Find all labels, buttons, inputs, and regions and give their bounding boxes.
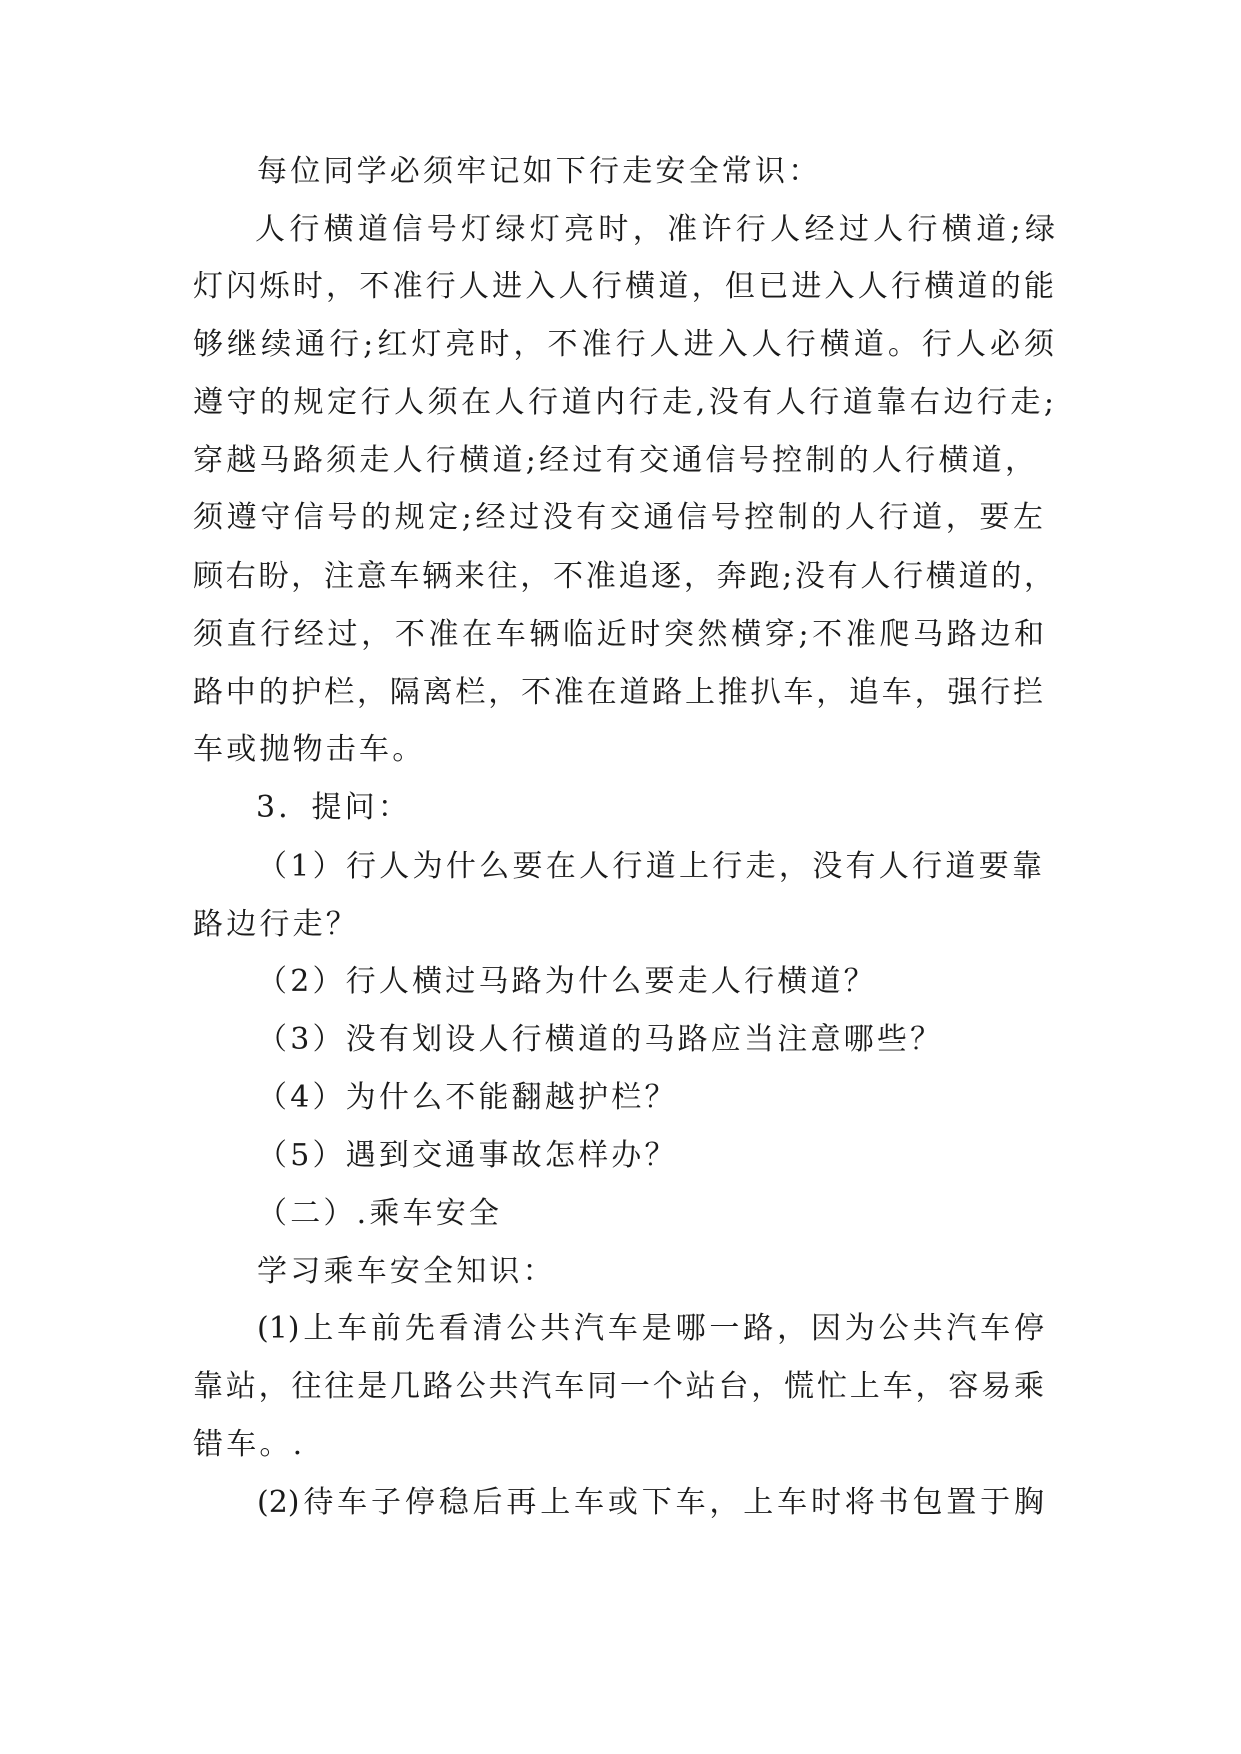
- text-line: 灯闪烁时，不准行人进入人行横道，但已进入人行横道的能: [193, 269, 1054, 304]
- text-line: 人行横道信号灯绿灯亮时，准许行人经过人行横道;绿: [255, 212, 1055, 247]
- text-line: （2）行人横过马路为什么要走人行横道？: [257, 964, 877, 999]
- text-line: 错车。.: [193, 1427, 306, 1462]
- text-line: (2)待车子停稳后再上车或下车，上车时将书包置于胸: [257, 1485, 1044, 1520]
- text-line: 须遵守信号的规定;经过没有交通信号控制的人行道，要左: [193, 500, 1043, 535]
- text-line: （二）.乘车安全: [257, 1196, 503, 1231]
- text-line: 3．提问：: [256, 790, 412, 825]
- text-line: 车或抛物击车。: [193, 732, 426, 767]
- text-line: 每位同学必须牢记如下行走安全常识：: [257, 154, 822, 189]
- text-line: 路边行走？: [193, 907, 359, 942]
- text-line: （1）行人为什么要在人行道上行走，没有人行道要靠: [257, 849, 1042, 884]
- text-line: （5）遇到交通事故怎样办？: [257, 1138, 678, 1173]
- text-line: 够继续通行;红灯亮时，不准行人进入人行横道。行人必须: [193, 327, 1054, 362]
- text-line: （3）没有划设人行横道的马路应当注意哪些？: [257, 1022, 944, 1057]
- text-line: 学习乘车安全知识：: [257, 1254, 556, 1289]
- text-line: （4）为什么不能翻越护栏？: [257, 1080, 678, 1115]
- text-line: 遵守的规定行人须在人行道内行走,没有人行道靠右边行走;: [193, 385, 1054, 420]
- text-line: 穿越马路须走人行横道;经过有交通信号控制的人行横道，: [193, 443, 1035, 478]
- text-line: 路中的护栏，隔离栏，不准在道路上推扒车，追车，强行拦: [193, 675, 1043, 710]
- text-line: (1)上车前先看清公共汽车是哪一路，因为公共汽车停: [257, 1311, 1044, 1346]
- text-line: 须直行经过，不准在车辆临近时突然横穿;不准爬马路边和: [193, 617, 1044, 652]
- text-line: 顾右盼，注意车辆来往，不准追逐，奔跑;没有人行横道的，: [193, 559, 1054, 594]
- text-line: 靠站，往往是几路公共汽车同一个站台，慌忙上车，容易乘: [193, 1369, 1044, 1404]
